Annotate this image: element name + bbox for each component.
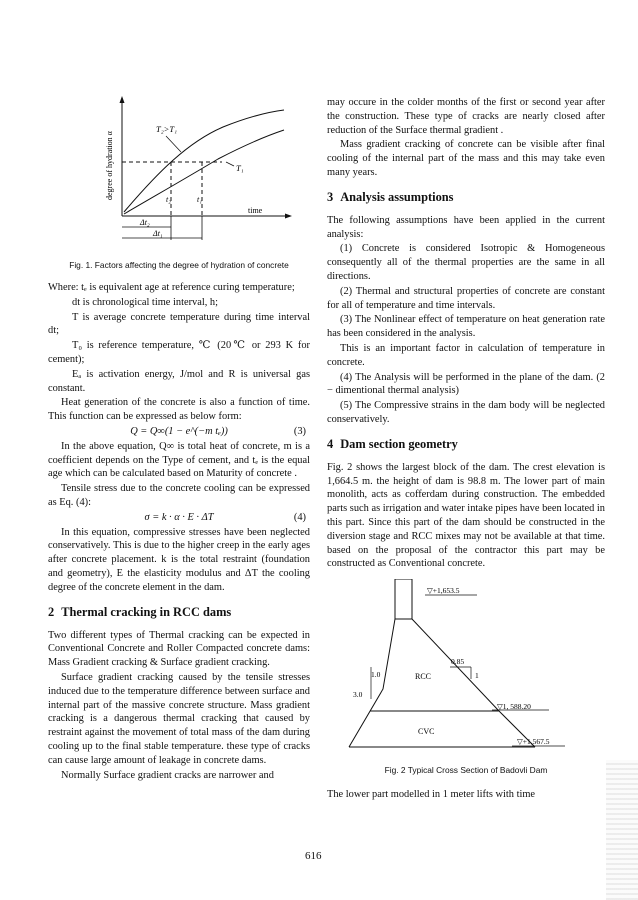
equation-4-body: σ = k · α · E · ΔT xyxy=(144,511,214,523)
heat-paragraph: Heat generation of the concrete is also a function of time. This function can be expressed as below form: xyxy=(48,397,310,423)
slope-1-left: 1.0 xyxy=(371,670,381,680)
section-2-para-2: Surface gradient cracking caused by the tensile stresses induced due to the temperature difference between surface and internal part of the massive concrete structure. Mass gradient cracking is a dangerous thermal cracking that caused by restraint against the movement of total mass of the dam during cooling up to the final stable temperature. these type of cracks can cause large amount of leakage in concrete dams. xyxy=(48,671,310,766)
crest-block xyxy=(395,579,412,619)
T0-line: T₀ is reference temperature, ℃ (20℃ or 293 K for cement); xyxy=(48,340,310,365)
label-t2-gt-t1: T₂>T₁ xyxy=(156,124,178,134)
assumption-3: (3) The Nonlinear effect of temperature on heat generation rate has been considered in the analysis. xyxy=(327,314,605,340)
tensile-paragraph: Tensile stress due to the concrete cooling can be expressed as Eq. (4): xyxy=(48,483,310,508)
label-t2-tick: t₂ xyxy=(166,195,172,204)
assumption-3-note: This is an important factor in calculation of temperature in concrete. xyxy=(327,342,605,368)
page-number: 616 xyxy=(305,850,322,862)
figure-1 xyxy=(48,92,310,242)
slope-3: 3.0 xyxy=(353,690,363,700)
section-2-heading: 2 Thermal cracking in RCC dams xyxy=(48,604,232,619)
slope-085: 0.85 xyxy=(451,657,465,667)
assumption-5: (5) The Compressive strains in the dam body will be neglected conservatively. xyxy=(327,400,605,425)
label-t1-curve: T₁ xyxy=(236,163,244,173)
section-4-heading: 4 Dam section geometry xyxy=(327,436,458,451)
label-t1-tick: t₁ xyxy=(197,195,203,204)
assumption-2: (2) Thermal and structural properties of concrete are constant for all of temperature and time intervals. xyxy=(327,285,605,311)
elevation-mid: ▽1, 588.20 xyxy=(497,702,531,712)
figure-2-caption: Fig. 2 Typical Cross Section of Badovli Dam xyxy=(384,765,548,776)
label-rcc: RCC xyxy=(415,672,432,682)
upstream-face xyxy=(349,619,395,747)
figure-1-caption: Fig. 1. Factors affecting the degree of hydration of concrete xyxy=(69,260,289,270)
figure-2 xyxy=(327,579,605,761)
elevation-top: ▽+1,653.5 xyxy=(427,586,460,596)
left-column xyxy=(48,92,310,783)
assumption-4: (4) The Analysis will be performed in the plane of the dam. (2 − dimentional thermal analysis) xyxy=(327,371,605,397)
equation-4 xyxy=(48,511,310,525)
scan-edge-noise xyxy=(606,760,638,900)
T-line: T is average concrete temperature during time interval dt; xyxy=(48,311,310,337)
section-3-intro: The following assumptions have been applied in the current analysis: xyxy=(327,214,605,240)
x-axis-arrow xyxy=(285,214,292,219)
y-label: degree of hydration α xyxy=(105,131,114,200)
slope-1-right: 1 xyxy=(475,671,479,681)
mass-gradient-paragraph: Mass gradient cracking of concrete can be visible after final cooling of the internal part of the mass and this may take even many years. xyxy=(327,139,605,178)
curve-t2 xyxy=(124,110,284,212)
section-2-para-1: Two different types of Thermal cracking can be expected in Conventional Concrete and Roller Compacted concrete dams: Mass Gradient cracking & Surface gradient cracking. xyxy=(48,629,310,669)
Ea-line: Eₐ is activation energy, J/mol and R is universal gas constant. xyxy=(48,368,310,394)
eq4-explanation: In this equation, compressive stresses have been neglected conservatively. This is due to the higher creep in the early ages after concrete placement. k is the total restraint (foundation and geometry), E the elasticity modulus and ΔT the cooling degree of the concrete element in the dam. xyxy=(48,526,310,593)
label-cvc: CVC xyxy=(418,727,435,737)
label-dt2: Δt₂ xyxy=(140,218,150,227)
last-line: The lower part modelled in 1 meter lifts with time xyxy=(327,789,536,801)
equation-3-number: (3) xyxy=(293,425,306,437)
section-4-paragraph: Fig. 2 shows the largest block of the dam. The crest elevation is 1,664.5 m. the height of dam is 98.8 m. The lower part of main monolith, acts as cofferdam during construction. The embedded parts such as irrigation and water intake pipes have been located in this part. Since this part of the dam should be constructed in the diversion stage and RCC mixes may not be available at that time. based on the proposal of the contractor this part may be constructed as Conventional concrete. xyxy=(327,461,605,570)
dt-line: dt is chronological time interval, h; xyxy=(72,296,219,308)
elevation-low: ▽+1,567.5 xyxy=(517,737,550,747)
x-label: time xyxy=(248,206,263,215)
eq3-explanation: In the above equation, Q∞ is total heat of concrete, m is a coefficient depends on the Type of cement, and tₑ is the equal age which can be calculated based on Maturity of concrete . xyxy=(48,440,310,480)
label-dt1: Δt₁ xyxy=(153,229,163,238)
section-2-para-3: Normally Surface gradient cracks are narrower and xyxy=(61,769,274,781)
equation-3-body: Q = Q∞(1 − e^(−m tₑ)) xyxy=(130,425,228,437)
right-column xyxy=(327,96,605,803)
assumption-1: (1) Concrete is considered Isotropic & Homogeneous consequently all of the thermal properties are the same in all directions. xyxy=(327,243,605,282)
curve-t1 xyxy=(124,130,284,214)
equation-4-number: (4) xyxy=(293,511,306,523)
section-3-heading: 3 Analysis assumptions xyxy=(327,189,454,204)
where-line: Where: tₑ is equivalent age at reference curing temperature; xyxy=(48,282,295,293)
hydration-chart xyxy=(48,92,310,242)
equation-3 xyxy=(48,425,310,439)
y-axis-arrow xyxy=(120,96,125,103)
dam-cross-section xyxy=(327,579,605,761)
continued-paragraph: may occure in the colder months of the first or second year after the construction. These type of cracks are nearly closed after reduction of the Surface thermal gradient . xyxy=(327,97,605,136)
